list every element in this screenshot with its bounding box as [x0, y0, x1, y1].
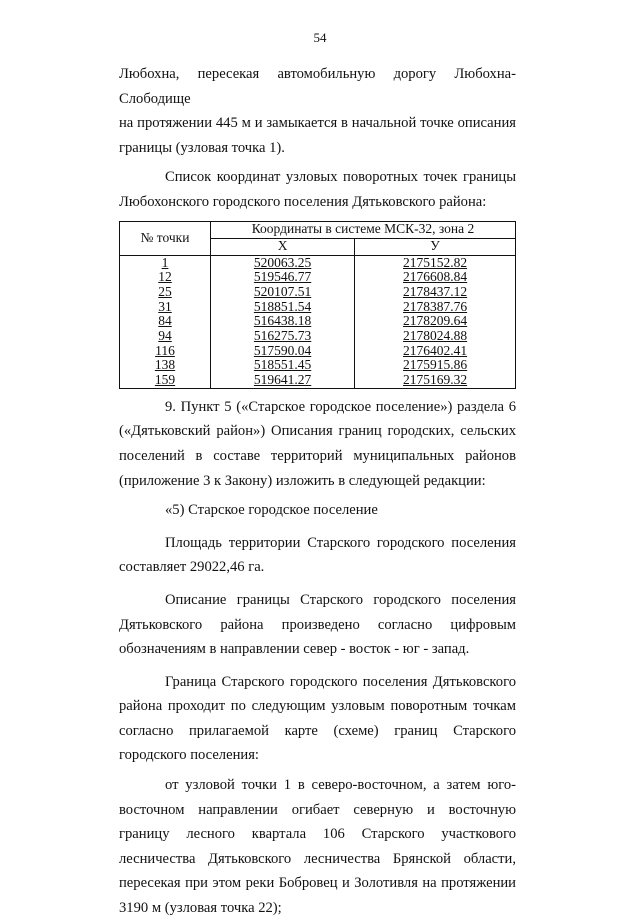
- cell-point: [120, 270, 211, 285]
- cell-x-value: 516438.18: [253, 313, 312, 329]
- cell-y-value: 2178437.12: [403, 284, 468, 300]
- word: Любохна-Слободище: [119, 66, 516, 107]
- cell-point: [120, 300, 211, 315]
- cell-x: [211, 344, 355, 359]
- paragraph-area: Площадь территории Старского городского поселения составляет 29022,46 га.: [119, 534, 516, 576]
- cell-y: [355, 373, 516, 388]
- cell-x: [211, 300, 355, 315]
- cell-y: [355, 358, 516, 373]
- cell-point-value: 25: [158, 284, 172, 300]
- table-row: [120, 255, 516, 270]
- table-row: [120, 373, 516, 388]
- word: пересекая: [197, 66, 260, 82]
- cell-x-value: 516275.73: [253, 328, 312, 344]
- cell-point-value: 116: [155, 342, 175, 358]
- cell-point-value: 159: [154, 372, 176, 388]
- cell-y: [355, 329, 516, 344]
- paragraph-1-rest: на протяжении 445 м и замыкается в начальной точке описания границы (узловая точка 1).: [119, 115, 516, 156]
- table-row: [120, 270, 516, 285]
- cell-x: [211, 373, 355, 388]
- word: дорогу: [393, 66, 437, 82]
- table-row: [120, 285, 516, 300]
- cell-x-value: 519641.27: [253, 372, 312, 388]
- page-number: 54: [313, 30, 327, 45]
- table-row: [120, 358, 516, 373]
- table-row: [120, 344, 516, 359]
- cell-y-value: 2178209.64: [403, 313, 468, 329]
- cell-y-value: 2175915.86: [403, 357, 468, 373]
- word: автомобильную: [277, 66, 376, 82]
- header-point-number: № точки: [120, 221, 211, 255]
- cell-y-value: 2175169.32: [403, 372, 468, 388]
- cell-x: [211, 270, 355, 285]
- cell-y-value: 2178024.88: [403, 328, 468, 344]
- cell-y-value: 2176608.84: [403, 269, 468, 285]
- cell-x-value: 518851.54: [253, 298, 312, 314]
- cell-x-value: 518551.45: [253, 357, 312, 373]
- paragraph-item-9: 9. Пункт 5 («Старское городское поселение») раздела 6 («Дятьковский район») Описания границ городских, сельских поселений в составе территорий муниципальных районов (приложение 3 к Закону) изложить в следующей редакции:: [119, 398, 516, 489]
- cell-y-value: 2175152.82: [403, 254, 468, 270]
- cell-x-value: 519546.77: [253, 269, 312, 285]
- cell-point-value: 94: [158, 328, 172, 344]
- cell-x: [211, 329, 355, 344]
- table-row: [120, 300, 516, 315]
- table-row: [120, 314, 516, 329]
- paragraph-coordinates-intro: Список координат узловых поворотных точек границы Любохонского городского поселения Дятьковского района:: [119, 169, 516, 210]
- header-x: X: [211, 238, 355, 255]
- cell-y: [355, 285, 516, 300]
- paragraph-description: Описание границы Старского городского поселения Дятьковского района произведено согласно цифровым обозначениям в направлении север - восток - юг - запад.: [119, 591, 516, 658]
- cell-x: [211, 255, 355, 270]
- cell-y: [355, 314, 516, 329]
- cell-x: [211, 285, 355, 300]
- cell-y-value: 2176402.41: [403, 342, 468, 358]
- cell-x: [211, 358, 355, 373]
- cell-point-value: 31: [158, 298, 172, 314]
- cell-point: [120, 329, 211, 344]
- paragraph-from-point-1: от узловой точки 1 в северо-восточном, а затем юго-восточном направлении огибает северную и восточную границу лесного квартала 106 Старского участкового лесничества Дятьковского лесничества Брянской области, пересекая при этом реки Бобровец и Золотивля на протяжении 3190 м (узловая точка 22);: [119, 777, 516, 917]
- cell-y: [355, 255, 516, 270]
- header-y: У: [355, 238, 516, 255]
- cell-x: [211, 314, 355, 329]
- paragraph-boundary: Граница Старского городского поселения Дятьковского района проходит по следующим узловым поворотным точкам согласно прилагаемой карте (схеме) границ Старского городского поселения:: [119, 673, 516, 764]
- cell-point-value: 84: [158, 313, 172, 329]
- cell-y: [355, 300, 516, 315]
- word: Любохна,: [119, 66, 180, 82]
- table-row: [120, 329, 516, 344]
- header-coordinate-system: Координаты в системе МСК-32, зона 2: [211, 221, 516, 238]
- cell-point: [120, 314, 211, 329]
- cell-y-value: 2178387.76: [403, 298, 468, 314]
- cell-point-value: 1: [161, 254, 169, 270]
- cell-point-value: 138: [154, 357, 176, 373]
- coordinates-table: [119, 221, 516, 389]
- cell-point: [120, 255, 211, 270]
- cell-point-value: 12: [158, 269, 172, 285]
- cell-y: [355, 270, 516, 285]
- cell-x-value: 517590.04: [253, 342, 312, 358]
- cell-point: [120, 373, 211, 388]
- paragraph-section-title: «5) Старское городское поселение: [165, 502, 378, 519]
- cell-x-value: 520063.25: [253, 254, 312, 270]
- cell-y: [355, 344, 516, 359]
- document-body: [119, 62, 516, 921]
- cell-point: [120, 344, 211, 359]
- cell-x-value: 520107.51: [253, 284, 312, 300]
- cell-point: [120, 358, 211, 373]
- paragraph-1-first-line: [119, 62, 516, 111]
- cell-point: [120, 285, 211, 300]
